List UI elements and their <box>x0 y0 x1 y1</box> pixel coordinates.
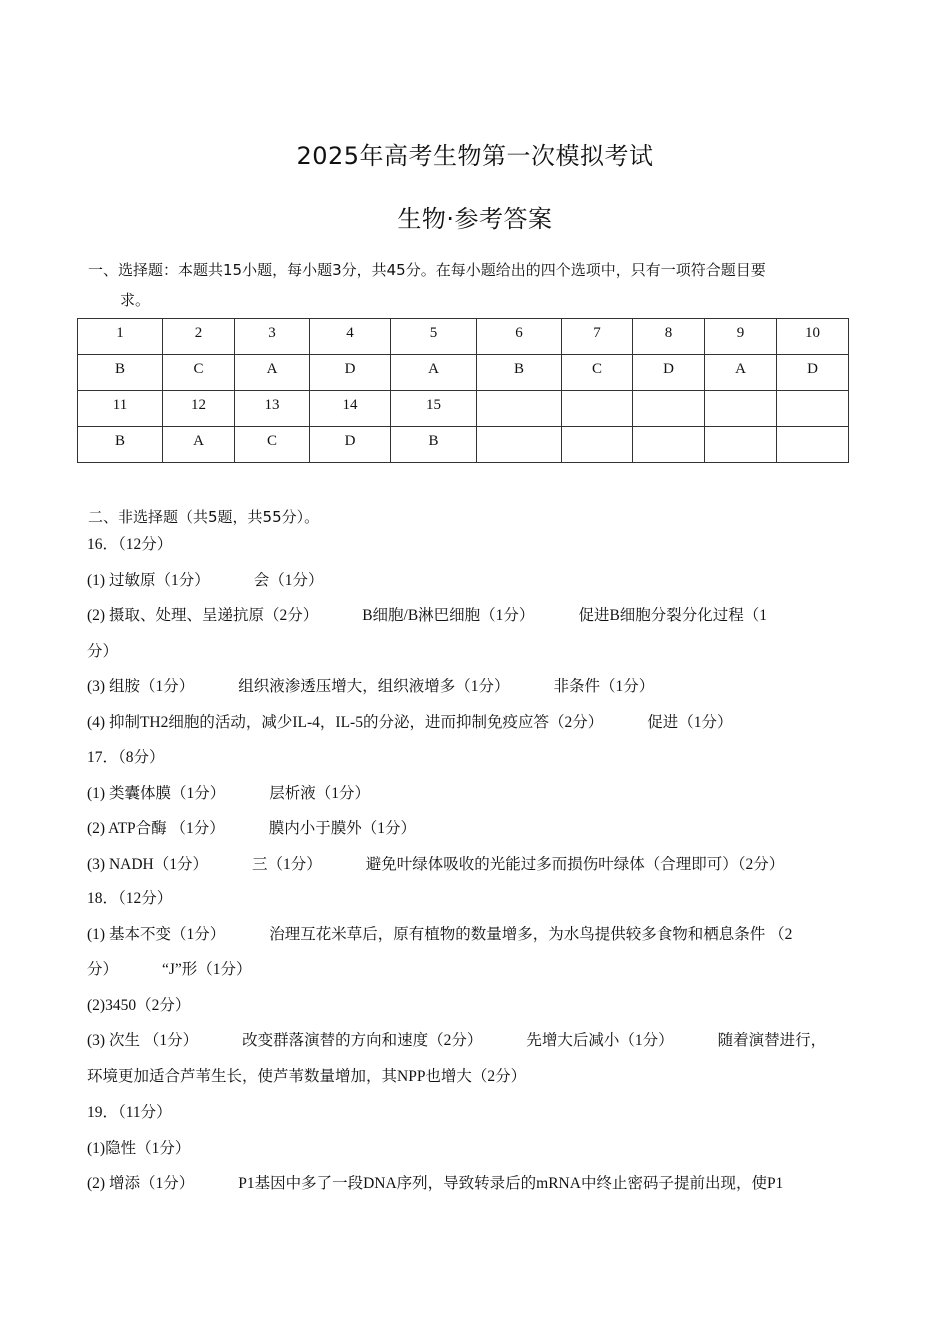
q17-line3: (3) NADH（1分） 三（1分） 避免叶绿体吸收的光能过多而损伤叶绿体（合理即可）（2分） <box>87 855 785 873</box>
table-cell: 7 <box>562 319 633 355</box>
table-cell: D <box>633 355 705 391</box>
table-cell: B <box>78 427 163 463</box>
q18-block <box>87 881 887 1094</box>
table-cell <box>477 391 562 427</box>
section-1-line2: 求。 <box>120 291 151 309</box>
q16-line2-cont: 分） <box>87 642 119 660</box>
section-1-heading <box>88 255 878 315</box>
q19-head: 19．（11分） <box>87 1104 172 1121</box>
table-cell <box>633 391 705 427</box>
table-cell: 15 <box>391 391 477 427</box>
table-cell <box>633 427 705 463</box>
section-1-line1: 一、选择题：本题共15小题，每小题3分，共45分。在每小题给出的四个选项中，只有一项符合题目要 <box>88 261 766 279</box>
q19-line2: (2) 增添（1分） P1基因中多了一段DNA序列，导致转录后的mRNA中终止密码子提前出现，使P1 <box>87 1175 784 1192</box>
table-row <box>78 391 849 427</box>
q17-line1: (1) 类囊体膜（1分） 层析液（1分） <box>87 784 370 802</box>
table-cell: 6 <box>477 319 562 355</box>
q16-head: 16．（12分） <box>87 536 173 553</box>
table-cell: 3 <box>235 319 310 355</box>
table-cell <box>562 391 633 427</box>
table-cell: A <box>163 427 235 463</box>
table-cell: 9 <box>705 319 777 355</box>
page-subtitle: 生物·参考答案 <box>397 205 553 233</box>
table-cell: 12 <box>163 391 235 427</box>
table-cell: 8 <box>633 319 705 355</box>
section-2-heading: 二、非选择题（共5题，共55分）。 <box>88 508 320 526</box>
q18-line2: (2)3450（2分） <box>87 996 191 1014</box>
q19-line1: (1)隐性（1分） <box>87 1139 191 1157</box>
table-cell: A <box>705 355 777 391</box>
table-cell: C <box>163 355 235 391</box>
answer-table <box>77 318 849 463</box>
table-cell <box>705 427 777 463</box>
table-cell: D <box>310 355 391 391</box>
table-row <box>78 319 849 355</box>
q18-line1: (1) 基本不变（1分） 治理互花米草后，原有植物的数量增多，为水鸟提供较多食物和栖息条件 （2 <box>87 925 793 943</box>
q18-line4: 环境更加适合芦苇生长，使芦苇数量增加，其NPP也增大（2分） <box>87 1067 527 1085</box>
q18-head: 18．（12分） <box>87 890 173 907</box>
q16-line2: (2) 摄取、处理、呈递抗原（2分） B细胞/B淋巴细胞（1分） 促进B细胞分裂分化过程（1 <box>87 607 768 624</box>
table-cell: C <box>562 355 633 391</box>
table-cell: D <box>777 355 849 391</box>
table-cell: B <box>477 355 562 391</box>
q16-line1: (1) 过敏原（1分） 会（1分） <box>87 571 324 589</box>
table-cell: 4 <box>310 319 391 355</box>
q17-line2: (2) ATP合酶 （1分） 膜内小于膜外（1分） <box>87 820 417 837</box>
q16-line4: (4) 抑制TH2细胞的活动，减少IL-4，IL-5的分泌，进而抑制免疫应答（2分） 促进（1分） <box>87 713 733 731</box>
table-cell: 1 <box>78 319 163 355</box>
table-cell: 10 <box>777 319 849 355</box>
table-cell <box>562 427 633 463</box>
table-cell <box>477 427 562 463</box>
table-cell <box>777 391 849 427</box>
table-cell: B <box>78 355 163 391</box>
table-row <box>78 427 849 463</box>
table-cell <box>705 391 777 427</box>
q18-line3: (3) 次生 （1分） 改变群落演替的方向和速度（2分） 先增大后减小（1分） 随着演替进行， <box>87 1032 827 1049</box>
table-cell: A <box>391 355 477 391</box>
q16-line3: (3) 组胺（1分） 组织液渗透压增大，组织液增多（1分） 非条件（1分） <box>87 678 655 695</box>
table-cell: 13 <box>235 391 310 427</box>
q18-line1-cont: 分） “J”形（1分） <box>87 961 252 978</box>
q19-block <box>87 1095 887 1202</box>
table-row <box>78 355 849 391</box>
table-cell: C <box>235 427 310 463</box>
table-cell: A <box>235 355 310 391</box>
page-title: 2025年高考生物第一次模拟考试 <box>296 142 654 170</box>
q17-head: 17．（8分） <box>87 749 165 766</box>
table-cell: B <box>391 427 477 463</box>
q17-block <box>87 740 887 882</box>
table-cell: 2 <box>163 319 235 355</box>
table-cell: 11 <box>78 391 163 427</box>
table-cell: 14 <box>310 391 391 427</box>
table-cell: 5 <box>391 319 477 355</box>
table-cell <box>777 427 849 463</box>
q16-block <box>87 527 887 740</box>
table-cell: D <box>310 427 391 463</box>
